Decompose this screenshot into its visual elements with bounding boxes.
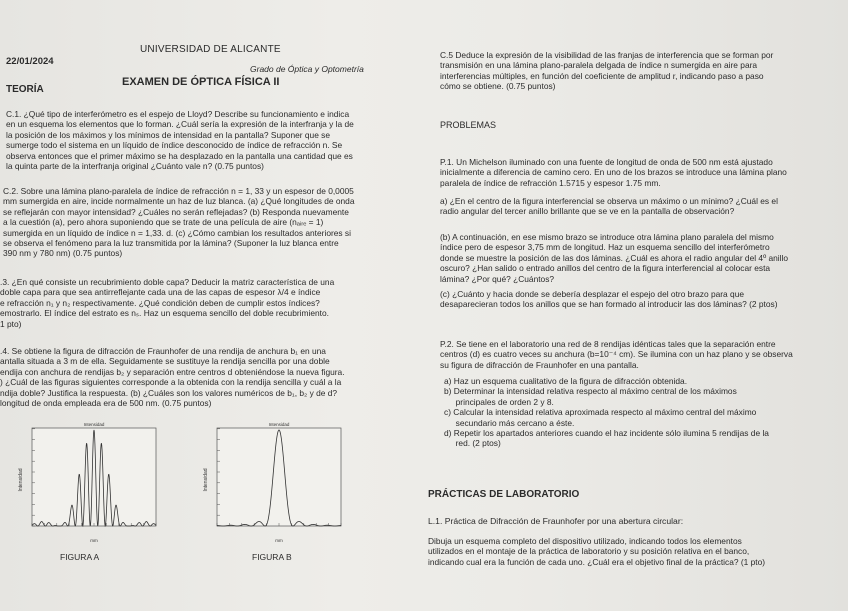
c4-line: .4. Se obtiene la figura de difracción de Fraunhofer de una rendija de anchura b₁ en una xyxy=(0,346,326,356)
c3-line: emostrarlo. El índice del estrato es nₛ. Haz un esquema sencillo del doble recubrimiento. xyxy=(0,308,329,319)
p2-item: b) Determinar la intensidad relativa respecto al máximo central de los máximos xyxy=(444,386,737,397)
c3-line: e refracción n₁ y n₂ respectivamente. ¿Qué condición deben de cumplir estos índices? xyxy=(0,297,320,308)
p1-line: paralela de índice de refracción 1.5715 y espesor 1.75 mm. xyxy=(440,177,661,188)
figure-b-plot xyxy=(195,420,345,545)
problems-title: PROBLEMAS xyxy=(440,120,497,130)
figure-a-title: Intensidad xyxy=(83,422,105,427)
figure-b-xlabel: mm xyxy=(275,538,283,543)
p1a-line: a) ¿En el centro de la figura interferencial se observa un máximo o un mínimo? ¿Cuál es el xyxy=(440,196,778,206)
l1-line: utilizados en el montaje de la práctica de laboratorio y su posición relativa en el banco, xyxy=(428,546,750,557)
c2-line: 390 nm y 780 nm) (0.75 puntos) xyxy=(3,248,123,259)
c2-line: se reflejarán con mayor intensidad? ¿Cuáles no serán reflejadas? (b) Responda nuevamente xyxy=(3,206,349,217)
problem-p2 xyxy=(440,339,840,370)
c5-line: C.5 Deduce la expresión de la visibilidad de las franjas de interferencia que se forman por xyxy=(440,50,774,60)
c4-line: ) ¿Cuál de las figuras siguientes corresponde a la obtenida con la rendija sencilla y cuál a la xyxy=(0,377,342,388)
c3-line: 1 pto) xyxy=(0,318,22,329)
l1-line: Dibuja un esquema completo del dispositivo utilizado, indicando todos los elementos xyxy=(428,536,742,546)
p1b-line: lámina? ¿Por qué? ¿Cuántos? xyxy=(440,273,555,284)
university-name: UNIVERSIDAD DE ALICANTE xyxy=(140,44,281,55)
c4-line: longitud de onda empleada era de 500 nm. (0.75 puntos) xyxy=(0,398,212,409)
p1b-line: (b) A continuación, en ese mismo brazo se introduce otra lámina plano paralela del mismo xyxy=(440,232,774,242)
lab-title: PRÁCTICAS DE LABORATORIO xyxy=(428,489,580,500)
c1-line: en un esquema los elementos que lo forman. ¿Cuál sería la expresión de la interfranja y la de xyxy=(6,119,354,130)
p2-item: secundario más cercano a éste. xyxy=(444,417,575,428)
c5-line: transmisión en una lámina plano-paralela delgada de índice n sumergida en aire para xyxy=(440,60,758,71)
figure-b-frame xyxy=(217,428,341,526)
c1-line: la quinta parte de la interfranja original ¿Cuánto vale n? (0.75 puntos) xyxy=(6,161,264,172)
p1-line: inicialmente a diferencia de camino cero. En uno de los brazos se introduce una lámina plano xyxy=(440,167,787,178)
c2-line: mm sumergida en aire, incide normalmente un haz de luz blanca. (a) ¿Qué longitudes de onda xyxy=(3,196,355,207)
p1b-line: donde se muestre la posición de las dos láminas. ¿Cuál es ahora el radio angular del 4º anillo xyxy=(440,252,789,263)
l1-title: L.1. Práctica de Difracción de Fraunhofer por una abertura circular: xyxy=(428,516,684,526)
figure-b-ylabel: Intensidad xyxy=(203,468,209,492)
p2-item: a) Haz un esquema cualitativo de la figura de difracción obtenida. xyxy=(444,376,688,386)
c1-line: la posición de los máximos y los mínimos de intensidad en la pantalla? Suponer que se xyxy=(6,129,331,140)
question-c3 xyxy=(0,277,398,329)
figure-a xyxy=(10,420,160,545)
c2-line: se observa el fenómeno para la luz transmitida por la lámina? (Suponer la luz blanca entre xyxy=(3,238,339,249)
c4-line: endija con anchura de rendijas b₂ y separación entre centros d obteniéndose la nueva figura. xyxy=(0,366,345,377)
p1a-line: radio angular del tercer anillo brillante que se ve en la pantalla de observación? xyxy=(440,206,735,217)
c1-line: observa entonces que el primer máximo se ha desplazado en la pantalla una cantidad que es xyxy=(6,150,353,161)
p2-line: centros (d) es cuatro veces su anchura (b=10⁻⁴ cm). Se ilumina con un haz plano y se observa xyxy=(440,349,793,360)
p2-item: c) Calcular la intensidad relativa aproximada respecto al máximo central del máximo xyxy=(444,407,757,418)
exam-title: EXAMEN DE ÓPTICA FÍSICA II xyxy=(122,76,280,88)
figure-a-frame xyxy=(32,428,156,526)
problem-p1b xyxy=(440,232,840,284)
figure-a-xlabel: mm xyxy=(90,538,98,543)
c1-line: sumerge todo el sistema en un líquido de índice desconocido de índice de refracción n. Se xyxy=(6,140,343,151)
c3-line: .3. ¿En qué consiste un recubrimiento doble capa? Deducir la matriz característica de una xyxy=(0,277,335,287)
c4-line: antalla situada a 3 m de ella. Seguidamente se sustituye la rendija sencilla por una doble xyxy=(0,356,330,367)
p1b-line: oscuro? ¿Han salido o entrado anillos del centro de la figura interferencial al colocar esta xyxy=(440,263,771,274)
problem-p1c xyxy=(440,289,840,310)
c3-line: doble capa para que sea antirreflejante cada una de las capas de espesor λ/4 e índice xyxy=(0,287,321,298)
p1c-line: (c) ¿Cuánto y hacia donde se debería desplazar el espejo del otro brazo para que xyxy=(440,289,745,299)
section-theory: TEORÍA xyxy=(6,84,44,95)
l1-line: indicando cual era la función de cada uno. ¿Cuál era el objetivo final de la práctica? (1 pto) xyxy=(428,556,766,567)
c5-line: cómo se obtiene. (0.75 puntos) xyxy=(440,81,556,92)
problem-p2-items xyxy=(444,376,840,449)
figure-a-ylabel: Intensidad xyxy=(18,468,24,492)
figure-b-title: Intensidad xyxy=(268,422,290,427)
p1-line: P.1. Un Michelson iluminado con una fuente de longitud de onda de 500 nm está ajustado xyxy=(440,157,773,167)
p2-item: red. (2 ptos) xyxy=(444,438,501,449)
p1c-line: desaparecieran todos los anillos que se han formado al introducir las dos láminas? (2 ptos) xyxy=(440,299,778,310)
c2-line: a la cuestión (a), pero ahora suponiendo que se trate de una película de aire (nₐᵢᵣₑ = 1) xyxy=(3,217,324,228)
c4-line: ndija doble? Justifica la respuesta. (b) ¿Cuáles son los valores numéricos de b₁, b₂ y de d? xyxy=(0,387,338,398)
c2-line: sumergida en un líquido de índice n = 1,33. d. (c) ¿Cómo cambian los resultados anteriores si xyxy=(3,227,351,238)
p1b-line: índice pero de espesor 3,75 mm de longitud. Haz un esquema sencillo del interferómetro xyxy=(440,242,770,253)
question-c2 xyxy=(3,186,398,259)
c5-line: interferencias múltiples, en función del coeficiente de amplitud r, indicando paso a paso xyxy=(440,70,764,81)
p2-item: principales de orden 2 y 8. xyxy=(444,396,554,407)
problem-p1a xyxy=(440,196,840,217)
exam-date: 22/01/2024 xyxy=(6,56,54,67)
p2-line: P.2. Se tiene en el laboratorio una red de 8 rendijas idénticas tales que la separación entre xyxy=(440,339,776,349)
figure-a-label: FIGURA A xyxy=(60,552,100,562)
p2-line: su figura de difracción de Fraunhofer en una pantalla. xyxy=(440,359,639,370)
figure-b xyxy=(195,420,345,545)
question-c5 xyxy=(440,50,840,92)
c2-line: C.2. Sobre una lámina plano-paralela de índice de refracción n = 1, 33 y un espesor de 0,0005 xyxy=(3,186,354,196)
figure-a-plot xyxy=(10,420,160,545)
p2-item: d) Repetir los apartados anteriores cuando el haz incidente sólo ilumina 5 rendijas de la xyxy=(444,428,769,439)
figure-b-label: FIGURA B xyxy=(252,552,292,562)
question-c4 xyxy=(0,346,398,408)
problem-p1 xyxy=(440,157,840,188)
question-c1 xyxy=(6,109,398,171)
lab-l1 xyxy=(428,536,842,567)
degree-name: Grado de Óptica y Optometría xyxy=(250,64,364,74)
c1-line: C.1. ¿Qué tipo de interferómetro es el espejo de Lloyd? Describe su funcionamiento e indica xyxy=(6,109,350,119)
